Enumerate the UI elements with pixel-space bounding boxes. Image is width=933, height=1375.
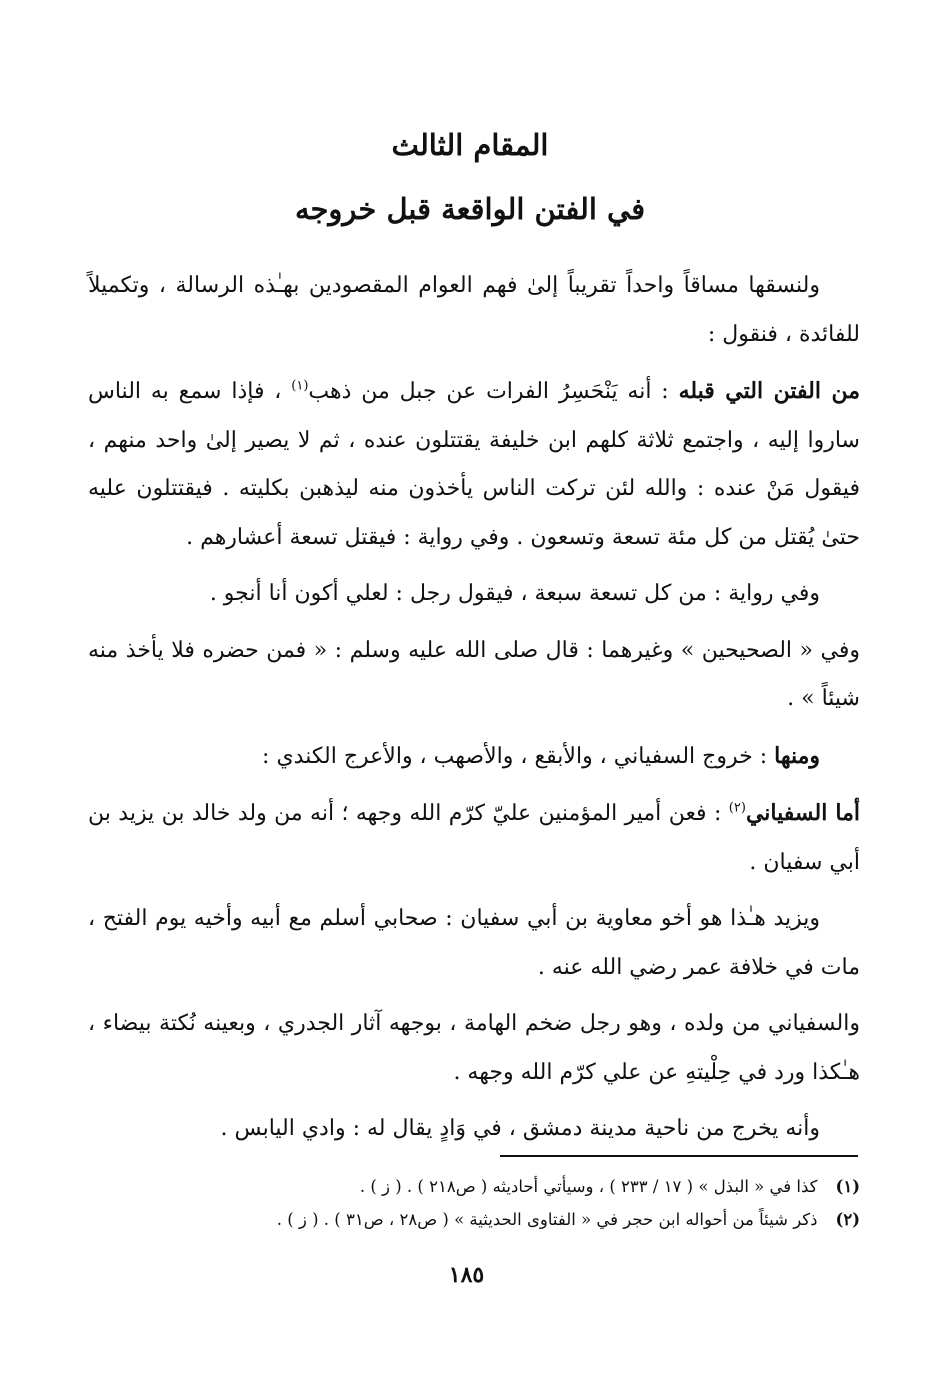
paragraph-euphrates (88, 367, 860, 562)
page-number: ١٨٥ (448, 1262, 485, 1288)
footnote-number: (١) (835, 1177, 860, 1196)
paragraph-text: : أنه يَنْحَسِرُ الفرات عن جبل من ذهب (308, 379, 679, 404)
paragraph-text: : خروج السفياني ، والأبقع ، والأصهب ، والأعرج الكندي : (262, 743, 775, 769)
paragraph-emergence (88, 1105, 860, 1154)
footnote-2 (160, 1203, 860, 1236)
paragraph-description (88, 1000, 860, 1097)
paragraph-text: وأنه يخرج من ناحية مدينة دمشق ، في وَادٍ يقال له : وادي اليابس . (220, 1116, 820, 1141)
paragraph-narration (88, 570, 860, 619)
paragraph-lead: ومنها (774, 742, 820, 769)
footnotes (160, 1170, 860, 1236)
footnote-ref-1[interactable]: (١) (291, 378, 309, 394)
paragraph-text: ويزيد هـٰذا هو أخو معاوية بن أبي سفيان : صحابي أسلم مع أبيه وأخيه يوم الفتح ، مات في خلافة عمر رضي الله عنه . (88, 906, 860, 980)
paragraph-lead: أما السفياني (745, 800, 860, 826)
footnote-1 (160, 1170, 860, 1203)
paragraph-intro (88, 262, 860, 359)
paragraph-among-them (88, 732, 860, 782)
paragraph-text: ، فإذا سمع به الناس ساروا إليه ، واجتمع ثلاثة كلهم ابن خليفة يقتتلون عنده ، ثم لا يصير إلىٰ واحد منهم ، فيقول مَنْ عنده : والله لئن تركت الناس يأخذون منه ليذهبن بكليته . فيقتتلون عليه حتىٰ يُقتل من كل مئة تسعة وتسعون . وفي رواية : فيقتل تسعة أعشارهم . (88, 379, 860, 550)
paragraph-yazid (88, 895, 860, 992)
paragraph-lead: من الفتن التي قبله (678, 378, 860, 404)
paragraph-text: ولنسقها مساقاً واحداً تقريباً إلىٰ فهم العوام المقصودين بهـٰذه الرسالة ، وتكميلاً للفائدة ، فنقول : (88, 273, 860, 347)
footnote-text: كذا في « البذل » ( ١٧ / ٢٣٣ ) ، وسيأتي أحاديثه ( ص٢١٨ ) . ( ز ) . (359, 1177, 818, 1196)
section-title: المقام الثالث (391, 128, 549, 162)
footnote-ref-2[interactable]: (٢) (728, 800, 746, 816)
footnote-text: ذكر شيئاً من أحواله ابن حجر في « الفتاوى الحديثية » ( ص٢٨ ، ص٣١ ) . ( ز ) . (276, 1210, 818, 1229)
footnote-divider (500, 1155, 858, 1157)
paragraph-text: وفي « الصحيحين » وغيرهما : قال صلى الله عليه وسلم : « فمن حضره فلا يأخذ منه شيئاً » . (88, 637, 860, 711)
paragraph-sufyani (88, 789, 860, 887)
paragraph-text: والسفياني من ولده ، وهو رجل ضخم الهامة ، بوجهه آثار الجدري ، وبعينه نُكتة بيضاء ، هـٰكذا ورد في حِلْيتهِ عن علي كرّم الله وجهه . (88, 1011, 860, 1085)
main-text (88, 262, 860, 1162)
paragraph-text: وفي رواية : من كل تسعة سبعة ، فيقول رجل : لعلي أكون أنا أنجو . (209, 581, 820, 606)
paragraph-sahihain (88, 627, 860, 724)
footnote-number: (٢) (835, 1210, 860, 1229)
section-subtitle: في الفتن الواقعة قبل خروجه (294, 192, 646, 226)
paragraph-text: : فعن أمير المؤمنين عليّ كرّم الله وجهه ؛ أنه من ولد خالد بن يزيد بن أبي سفيان . (88, 801, 860, 875)
